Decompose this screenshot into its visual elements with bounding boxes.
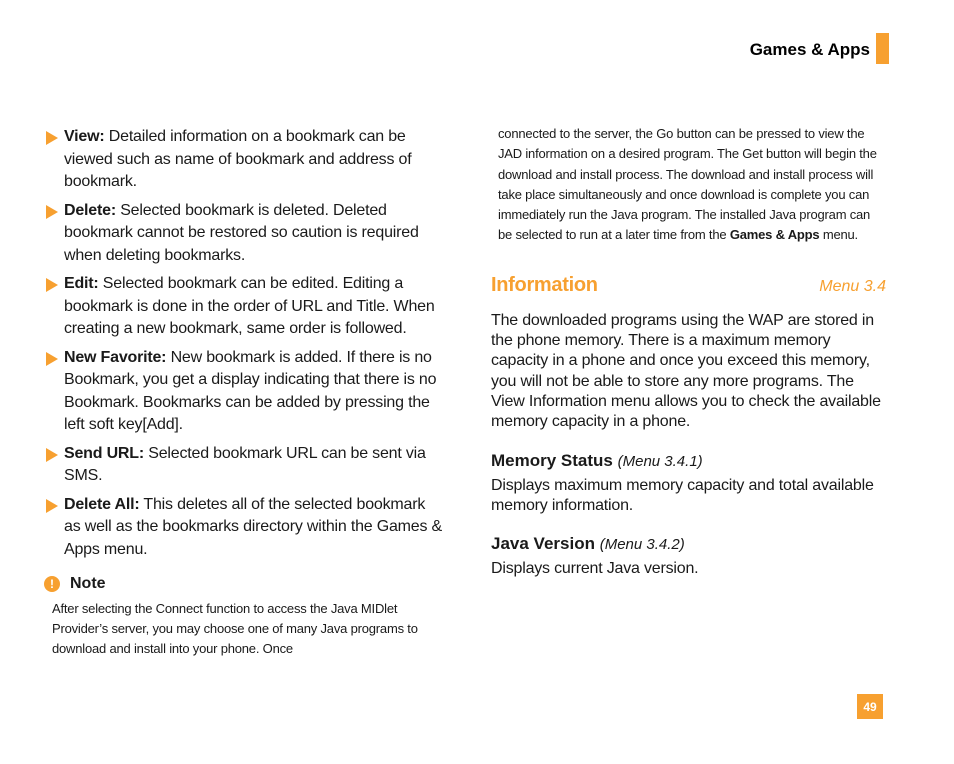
arrow-right-icon — [46, 205, 58, 219]
bullet-text: Detailed information on a bookmark can be viewed such as name of bookmark and address of bookmark. — [64, 128, 412, 190]
information-heading — [491, 274, 886, 297]
arrow-right-icon — [46, 499, 58, 513]
left-column — [46, 126, 442, 659]
bullet-text: Selected bookmark is deleted. Deleted bookmark cannot be restored so caution is required when deleting bookmarks. — [64, 201, 419, 264]
bullet-text: Selected bookmark can be edited. Editing a bookmark is done in the order of URL and Title. When creating a new bookmark, same order is followed. — [64, 275, 435, 337]
section-title: Games & Apps — [749, 40, 870, 59]
bullet-text: This deletes all of the selected bookmark as well as the bookmarks directory within the Games & Apps menu. — [64, 495, 443, 558]
java-version-heading — [491, 534, 886, 554]
continued-paragraph — [498, 124, 886, 246]
bullet-term: Delete All: — [64, 495, 140, 513]
bullet-item-new-favorite — [46, 347, 442, 437]
bullet-item-send-url — [46, 443, 442, 488]
note-title: Note — [70, 575, 106, 592]
bullet-item-delete — [46, 200, 442, 268]
right-column — [491, 124, 886, 579]
memory-status-menu-ref: (Menu 3.4.1) — [617, 452, 703, 470]
arrow-right-icon — [46, 131, 58, 145]
bullet-text: Selected bookmark URL can be sent via SMS. — [64, 444, 426, 484]
exclamation-icon: ! — [44, 576, 60, 592]
bullet-text: New bookmark is added. If there is no Bookmark, you get a display indicating that there is no Bookmark. Bookmarks can be added by pressing the left soft key[Add]. — [64, 348, 437, 433]
memory-status-heading — [491, 451, 886, 471]
note-text: After selecting the Connect function to access the Java MIDlet Provider’s server, you may choose one of many Java programs to download and install into your phone. Once — [52, 601, 418, 656]
bullet-item-view — [46, 126, 442, 194]
bullet-item-delete-all — [46, 494, 442, 562]
bullet-term: View: — [64, 128, 105, 145]
continued-text-end: menu. — [819, 227, 858, 243]
note-box — [46, 575, 442, 659]
java-version-menu-ref: (Menu 3.4.2) — [599, 536, 685, 554]
java-version-title: Java Version — [491, 534, 595, 554]
continued-text: connected to the server, the Go button can be pressed to view the JAD information on a desired program. The Get button will begin the download and install process. The download and install process will take place simultaneously and once download is complete you can immediately run the Java program. The installed Java program can be selected to run at a later time from the — [498, 126, 877, 243]
games-apps-menu-ref: Games & Apps — [729, 227, 820, 243]
bullet-term: Edit: — [64, 275, 99, 292]
section-tab-marker — [876, 33, 889, 64]
page-number: 49 — [857, 694, 883, 719]
memory-status-title: Memory Status — [491, 450, 613, 470]
java-version-body: Displays current Java version. — [491, 560, 699, 578]
bullet-term: New Favorite: — [64, 348, 167, 366]
arrow-right-icon — [46, 352, 58, 366]
note-header — [44, 575, 442, 593]
bullet-item-edit — [46, 273, 442, 341]
arrow-right-icon — [46, 278, 58, 292]
information-body: The downloaded programs using the WAP are stored in the phone memory. There is a maximum memory capacity in a phone and once you exceed this memory, you will not be able to store any more programs. The View Information menu allows you to check the available memory capacity in a phone. — [491, 311, 881, 431]
bullet-term: Send URL: — [64, 444, 144, 462]
memory-status-body: Displays maximum memory capacity and total available memory information. — [491, 476, 874, 514]
information-title: Information — [491, 273, 598, 296]
bullet-term: Delete: — [64, 201, 116, 219]
arrow-right-icon — [46, 448, 58, 462]
information-menu-ref: Menu 3.4 — [819, 277, 886, 295]
